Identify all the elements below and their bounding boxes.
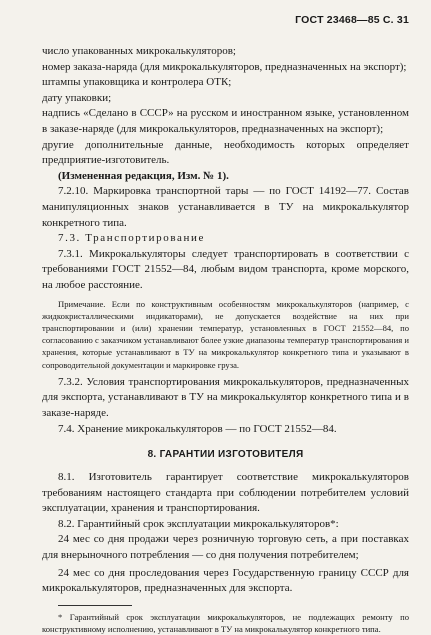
subsection-title-transport: 7.3. Транспортирование [58,232,205,245]
note-paragraph: Примечание. Если по конструктивным особенностям микрокалькуляторов (например, с жидкокристаллическими индикаторами), не допускается воздействие на них при транспортировании и (или) хранении температур, установленных в ГОСТ 21552—84, по согласованию с заказчиком устанавливают более узкие диапазоны температур транспортирования и хранения, которые устанавливают в ТУ на микрокалькулятор конкретного типа и указывают в сопроводительной документации и маркировке груза. [42,298,409,370]
page-header: ГОСТ 23468—85 С. 31 [295,14,409,26]
clause-7-4: 7.4. Хранение микрокалькуляторов — по ГОСТ 21552—84. [58,422,337,435]
guarantee-term-export: 24 мес со дня проследования через Государственную границу СССР для микрокалькуляторов, предназначенных для экспорта. [42,566,409,595]
guarantee-term-retail: 24 мес со дня продажи через розничную торговую сеть, а при поставках для внерыночного потребления — со дня получения потребителем; [42,533,409,562]
clause-8-1: 8.1. Изготовитель гарантирует соответствие микрокалькуляторов требованиям настоящего стандарта при соблюдении потребителем условий эксплуатации, хранения и транспортирования. [42,471,409,515]
clause-7-2-10: 7.2.10. Маркировка транспортной тары — по ГОСТ 14192—77. Состав манипуляционных знаков устанавливается в ТУ на микрокалькулятор конкретного типа. [42,185,409,229]
footnote: * Гарантийный срок эксплуатации микрокалькуляторов, не подлежащих ремонту по конструктивному исполнению, устанавливают в ТУ на микрокалькулятор конкретного типа. [42,611,409,634]
paragraph: число упакованных микрокалькуляторов; [42,45,236,57]
paragraph: дату упаковки; [42,91,112,104]
footnote-divider [58,605,132,606]
amendment-note: (Измененная редакция, Изм. № 1). [58,169,229,182]
clause-7-3-2: 7.3.2. Условия транспортирования микрокалькуляторов, предназначенных для экспорта, устанавливают в ТУ на микрокалькулятор конкретного типа и в заказе-наряде. [42,375,409,419]
paragraph: номер заказа-наряда (для микрокалькуляторов, предназначенных на экспорт); [42,60,407,73]
paragraph: надпись «Сделано в СССР» на русском и иностранном языке, установленном в заказе-наряде (для микрокалькуляторов, предназначенных на экспорт); [42,107,409,135]
clause-7-3-1: 7.3.1. Микрокалькуляторы следует транспортировать в соответствии с требованиями ГОСТ 21552—84, любым видом транспорта, кроме морского, на любое расстояние. [42,247,409,291]
paragraph: другие дополнительные данные, необходимость которых определяет предприятие-изготовитель. [42,138,409,167]
clause-8-2: 8.2. Гарантийный срок эксплуатации микрокалькуляторов*: [58,517,339,530]
document-body [42,44,409,635]
section-title-guarantees: 8. ГАРАНТИИ ИЗГОТОВИТЕЛЯ [147,449,304,461]
paragraph: штампы упаковщика и контролера ОТК; [42,76,232,89]
